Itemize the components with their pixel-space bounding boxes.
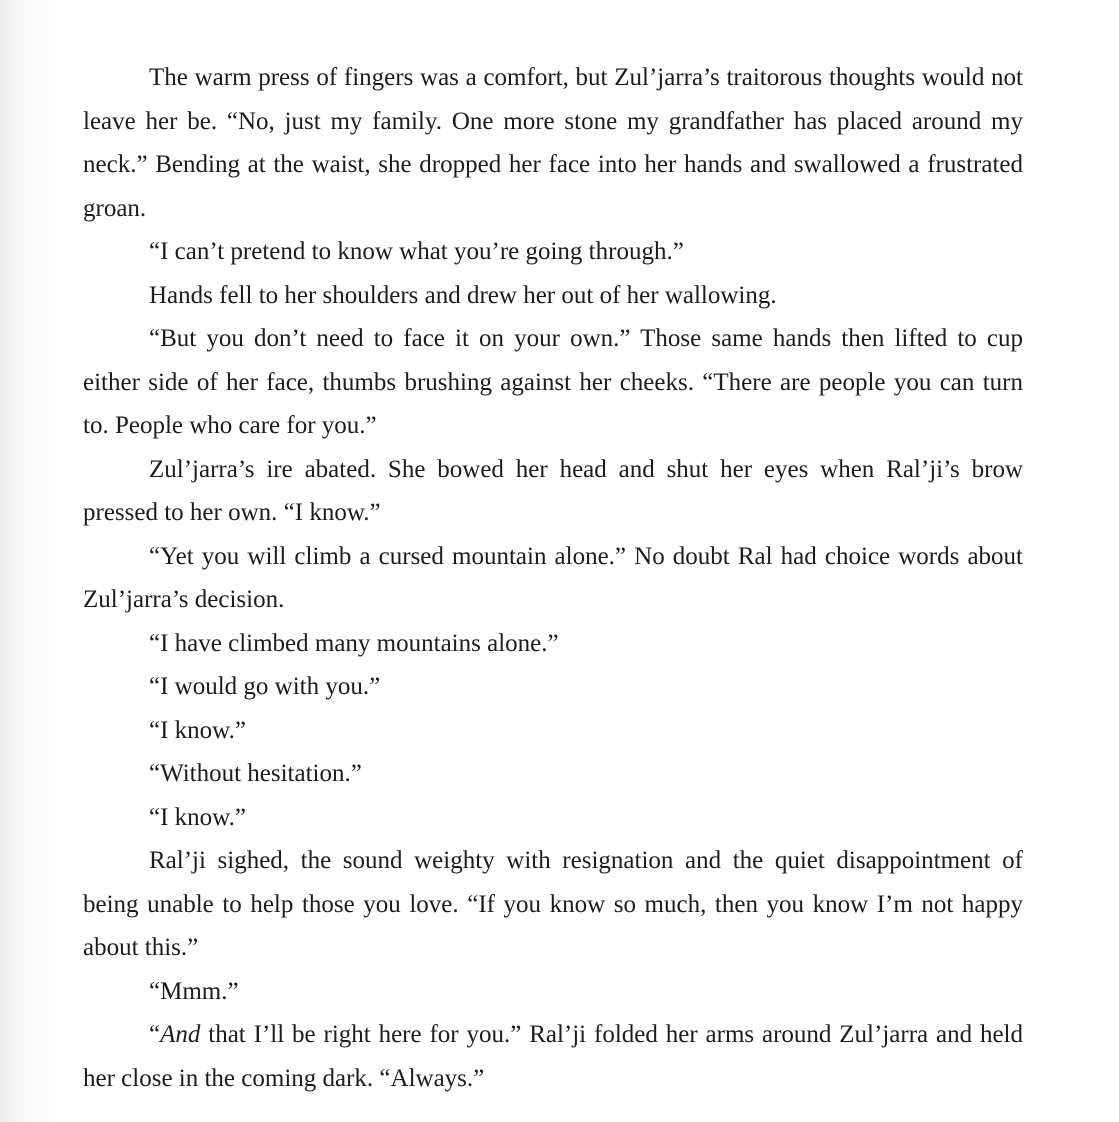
final-paragraph <box>83 1013 1023 1100</box>
paragraph: Zul’jarra’s ire abated. She bowed her head and shut her eyes when Ral’ji’s brow pressed to her own. “I know.” <box>83 455 1023 526</box>
open-quote: “ <box>149 1021 161 1048</box>
paragraph: “Without hesitation.” <box>149 760 362 787</box>
paragraph: Hands fell to her shoulders and drew her out of her wallowing. <box>149 281 777 309</box>
paragraph: “I can’t pretend to know what you’re going through.” <box>149 238 684 265</box>
body-text <box>83 56 1023 1100</box>
paragraph: The warm press of fingers was a comfort, but Zul’jarra’s traitorous thoughts would not leave her be. “No, just my family. One more stone my grandfather has placed around my neck.” Bending at the waist, she dropped her face into her hands and swallowed a frustrated groan. <box>83 64 1023 222</box>
paragraph: “I know.” <box>149 803 246 831</box>
emphasis-text: And <box>160 1021 201 1048</box>
paragraph: “I would go with you.” <box>149 673 381 700</box>
final-paragraph-rest: that I’ll be right here for you.” Ral’ji folded her arms around Zul’jarra and held her close in the coming dark. “Always.” <box>83 1021 1023 1092</box>
paragraph: “Mmm.” <box>149 977 239 1005</box>
paragraph: “Yet you will climb a cursed mountain alone.” No doubt Ral had choice words about Zul’jarra’s decision. <box>83 542 1023 613</box>
paragraph: Ral’ji sighed, the sound weighty with resignation and the quiet disappointment of being unable to help those you love. “If you know so much, then you know I’m not happy about this.” <box>83 847 1023 961</box>
paragraph: “But you don’t need to face it on your own.” Those same hands then lifted to cup either side of her face, thumbs brushing against her cheeks. “There are people you can turn to. People who care for you.” <box>83 325 1023 439</box>
paragraph: “I have climbed many mountains alone.” <box>149 629 559 657</box>
paragraph: “I know.” <box>149 716 246 744</box>
